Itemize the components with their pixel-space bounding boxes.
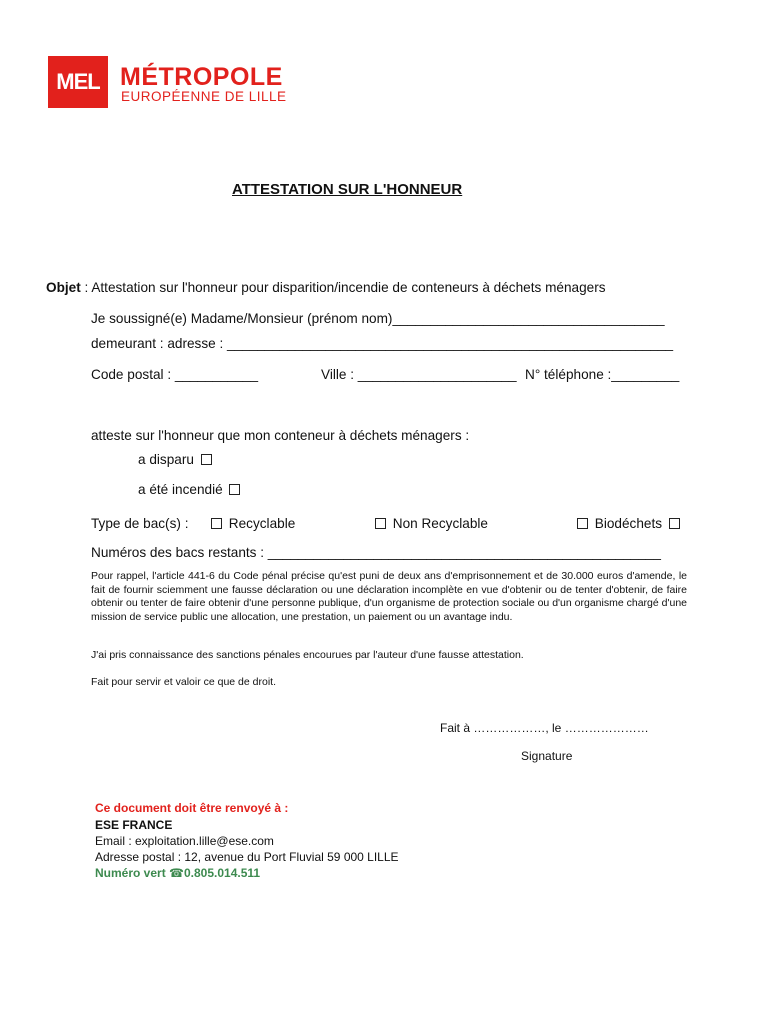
biodechets-checkbox-left[interactable] [577, 518, 588, 529]
bac-type-label: Type de bac(s) : [91, 516, 189, 531]
option-disparu [138, 452, 215, 467]
recyclable-checkbox[interactable] [211, 518, 222, 529]
phone-label: Numéro vert [95, 866, 170, 880]
bac-biodechets [574, 516, 683, 531]
document-title: ATTESTATION SUR L'HONNEUR [232, 181, 463, 198]
fait-a-field[interactable]: Fait à ………………, le ………………… [440, 721, 649, 735]
phone-icon: ☎ [169, 866, 184, 880]
option-incendie [138, 482, 243, 497]
objet-text: : Attestation sur l'honneur pour disparition/incendie de conteneurs à déchets ménagers [80, 280, 606, 295]
adresse-field[interactable]: demeurant : adresse : ___________________________________________________________ [91, 336, 674, 351]
ville-field[interactable]: Ville : _____________________ [321, 367, 517, 382]
contact-heading: Ce document doit être renvoyé à : [95, 801, 289, 815]
contact-address: Adresse postal : 12, avenue du Port Fluvial 59 000 LILLE [95, 850, 399, 864]
code-postal-field[interactable]: Code postal : ___________ [91, 367, 259, 382]
recyclable-label: Recyclable [228, 516, 296, 531]
incendie-checkbox[interactable] [229, 484, 240, 495]
legal-rappel: Pour rappel, l'article 441-6 du Code pénal précise qu'est puni de deux ans d'emprisonnement et de 30.000 euros d'amende, le fait de fournir sciemment une fausse déclaration ou une déclaration incomplète en vue d'obtenir ou de tenter d'obtenir, de faire obtenir ou tenter de faire obtenir d'une personne publique, d'un organisme de protection sociale ou d'un organisme chargé d'une mission de service public une allocation, une prestation, un paiement ou un avantage indu. [91, 570, 687, 623]
bac-recyclable [208, 516, 295, 531]
option-disparu-label: a disparu [138, 452, 194, 467]
biodechets-checkbox-right[interactable] [669, 518, 680, 529]
option-incendie-label: a été incendié [138, 482, 223, 497]
objet-label: Objet [46, 280, 81, 295]
mel-logo-mark [48, 56, 108, 108]
contact-email[interactable]: Email : exploitation.lille@ese.com [95, 834, 274, 848]
contact-company: ESE FRANCE [95, 818, 173, 832]
soussigne-field[interactable]: Je soussigné(e) Madame/Monsieur (prénom nom)____________________________________ [91, 311, 665, 326]
objet-line [46, 280, 606, 295]
bac-non-recyclable [372, 516, 488, 531]
atteste-text: atteste sur l'honneur que mon conteneur à déchets ménagers : [91, 428, 470, 443]
non-recyclable-checkbox[interactable] [375, 518, 386, 529]
legal-fait-pour: Fait pour servir et valoir ce que de droit. [91, 676, 277, 688]
logo-subtitle: EUROPÉENNE DE LILLE [121, 89, 287, 104]
phone-number: 0.805.014.511 [183, 866, 261, 880]
bacs-restants-field[interactable]: Numéros des bacs restants : ____________________________________________________ [91, 545, 661, 560]
logo-title: MÉTROPOLE [120, 63, 283, 91]
contact-phone [95, 866, 260, 880]
signature-label: Signature [521, 749, 573, 763]
telephone-field[interactable]: N° téléphone :_________ [525, 367, 680, 382]
non-recyclable-label: Non Recyclable [392, 516, 488, 531]
disparu-checkbox[interactable] [201, 454, 212, 465]
logo-mark-text: MEL [56, 69, 100, 94]
legal-connaissance: J'ai pris connaissance des sanctions pénales encourues par l'auteur d'une fausse attestation. [91, 649, 524, 661]
biodechets-label: Biodéchets [594, 516, 663, 531]
